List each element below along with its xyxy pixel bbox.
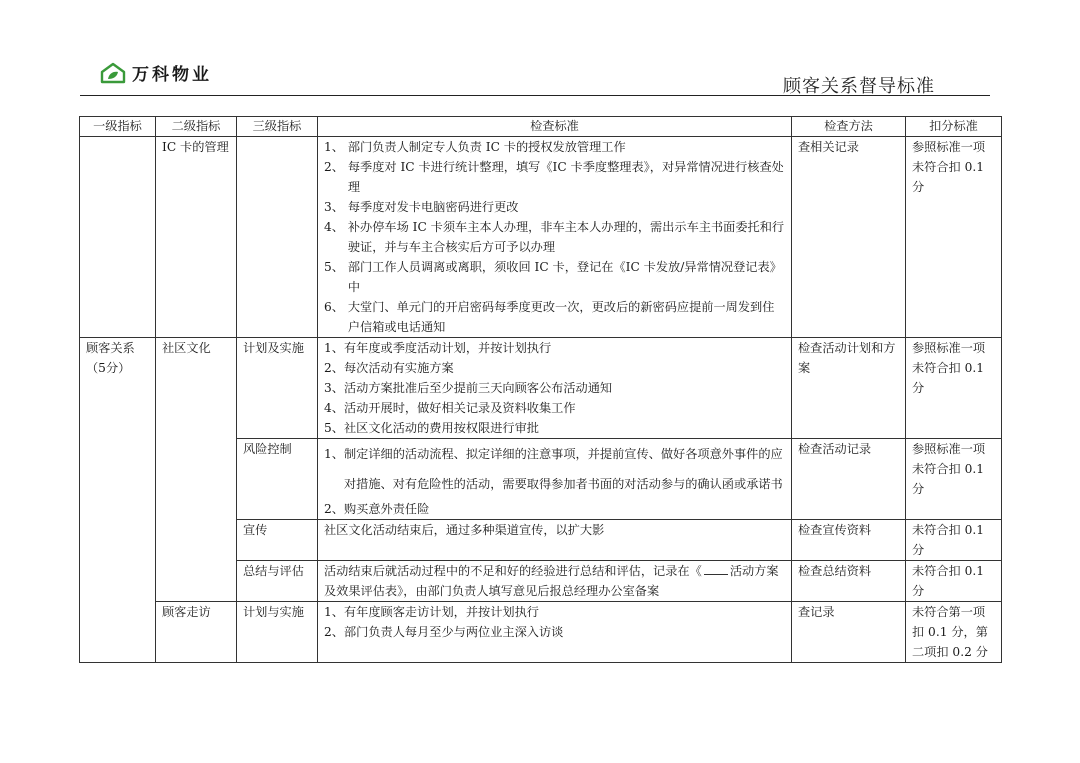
criteria-visit bbox=[318, 602, 792, 663]
list-item: 1、 有年度或季度活动计划，并按计划执行 bbox=[324, 341, 552, 355]
company-logo bbox=[100, 60, 212, 85]
level2-community-culture: 社区文化 bbox=[156, 338, 237, 602]
header-level1: 一级指标 bbox=[80, 117, 156, 137]
level3-visit: 计划与实施 bbox=[237, 602, 318, 663]
table-header-row bbox=[80, 117, 1002, 137]
header-rule bbox=[80, 95, 990, 96]
list-item: 2、 部门负责人每月至少与两位业主深入访谈 bbox=[324, 625, 564, 639]
criteria-ic-card bbox=[318, 137, 792, 338]
list-item: 2、 每次活动有实施方案 bbox=[324, 361, 454, 375]
method-visit: 查记录 bbox=[792, 602, 906, 663]
deduction-ic-card: 参照标准一项未符合扣 0.1 分 bbox=[906, 137, 1002, 338]
method-risk: 检查活动记录 bbox=[792, 439, 906, 520]
method-plan: 检查活动计划和方案 bbox=[792, 338, 906, 439]
list-item: 4、 补办停车场 IC 卡须车主本人办理，非车主本人办理的，需出示车主书面委托和行驶证，并与车主合核实后方可予以办理 bbox=[324, 220, 785, 254]
blank-underline bbox=[704, 562, 728, 575]
level3-risk: 风险控制 bbox=[237, 439, 318, 520]
level3-cell-empty bbox=[237, 137, 318, 338]
deduction-summary: 未符合扣 0.1 分 bbox=[906, 561, 1002, 602]
deduction-risk: 参照标准一项未符合扣 0.1 分 bbox=[906, 439, 1002, 520]
table-row-ic-card bbox=[80, 137, 1002, 338]
deduction-visit: 未符合第一项扣 0.1 分，第二项扣 0.2 分 bbox=[906, 602, 1002, 663]
level2-ic-card: IC 卡的管理 bbox=[156, 137, 237, 338]
list-item: 4、 活动开展时，做好相关记录及资料收集工作 bbox=[324, 401, 576, 415]
table-row-visit bbox=[80, 602, 1002, 663]
inspection-standard-table bbox=[79, 116, 1002, 663]
deduction-promotion: 未符合扣 0.1 分 bbox=[906, 520, 1002, 561]
criteria-risk bbox=[318, 439, 792, 520]
list-item: 2、 每季度对 IC 卡进行统计整理，填写《IC 卡季度整理表》，对异常情况进行核查处理 bbox=[324, 160, 784, 194]
level3-promotion: 宣传 bbox=[237, 520, 318, 561]
list-item: 1、 有年度顾客走访计划，并按计划执行 bbox=[324, 605, 539, 619]
criteria-promotion: 社区文化活动结束后，通过多种渠道宣传，以扩大影 bbox=[318, 520, 792, 561]
level1-customer-relations: 顾客关系（5分） bbox=[80, 338, 156, 663]
list-item: 5、 部门工作人员调离或离职，须收回 IC 卡，登记在《IC 卡发放/异常情况登记表》中 bbox=[324, 260, 782, 294]
list-item: 6、 大堂门、单元门的开启密码每季度更改一次，更改后的新密码应提前一周发到住户信箱或电话通知 bbox=[324, 300, 775, 334]
header-level3: 三级指标 bbox=[237, 117, 318, 137]
list-item: 3、 活动方案批准后至少提前三天向顾客公布活动通知 bbox=[324, 381, 613, 395]
header-method: 检查方法 bbox=[792, 117, 906, 137]
criteria-plan bbox=[318, 338, 792, 439]
method-summary: 检查总结资料 bbox=[792, 561, 906, 602]
level3-summary: 总结与评估 bbox=[237, 561, 318, 602]
logo-text: 万科物业 bbox=[132, 65, 212, 85]
table-row-culture-plan bbox=[80, 338, 1002, 439]
header-criteria: 检查标准 bbox=[318, 117, 792, 137]
list-item: 1、 部门负责人制定专人负责 IC 卡的授权发放管理工作 bbox=[324, 140, 626, 154]
list-item: 5、 社区文化活动的费用按权限进行审批 bbox=[324, 421, 539, 435]
header-deduction: 扣分标准 bbox=[906, 117, 1002, 137]
method-promotion: 检查宣传资料 bbox=[792, 520, 906, 561]
level2-customer-visit: 顾客走访 bbox=[156, 602, 237, 663]
list-item: 1、 制定详细的活动流程、拟定详细的注意事项，并提前宣传、做好各项意外事件的应对措施、对有危险性的活动，需要取得参加者书面的对活动参与的确认函或承诺书 bbox=[324, 447, 783, 491]
deduction-plan: 参照标准一项未符合扣 0.1 分 bbox=[906, 338, 1002, 439]
header-level2: 二级指标 bbox=[156, 117, 237, 137]
list-item: 2、 购买意外责任险 bbox=[324, 502, 430, 516]
level1-cell-empty bbox=[80, 137, 156, 338]
method-ic-card: 查相关记录 bbox=[792, 137, 906, 338]
level3-plan: 计划及实施 bbox=[237, 338, 318, 439]
criteria-summary: 活动结束后就活动过程中的不足和好的经验进行总结和评估，记录在《 活动方案及效果评估表》，由部门负责人填写意见后报总经理办公室备案 bbox=[318, 561, 792, 602]
house-leaf-icon bbox=[100, 62, 126, 84]
document-title: 顾客关系督导标准 bbox=[783, 76, 935, 97]
list-item: 3、 每季度对发卡电脑密码进行更改 bbox=[324, 200, 519, 214]
